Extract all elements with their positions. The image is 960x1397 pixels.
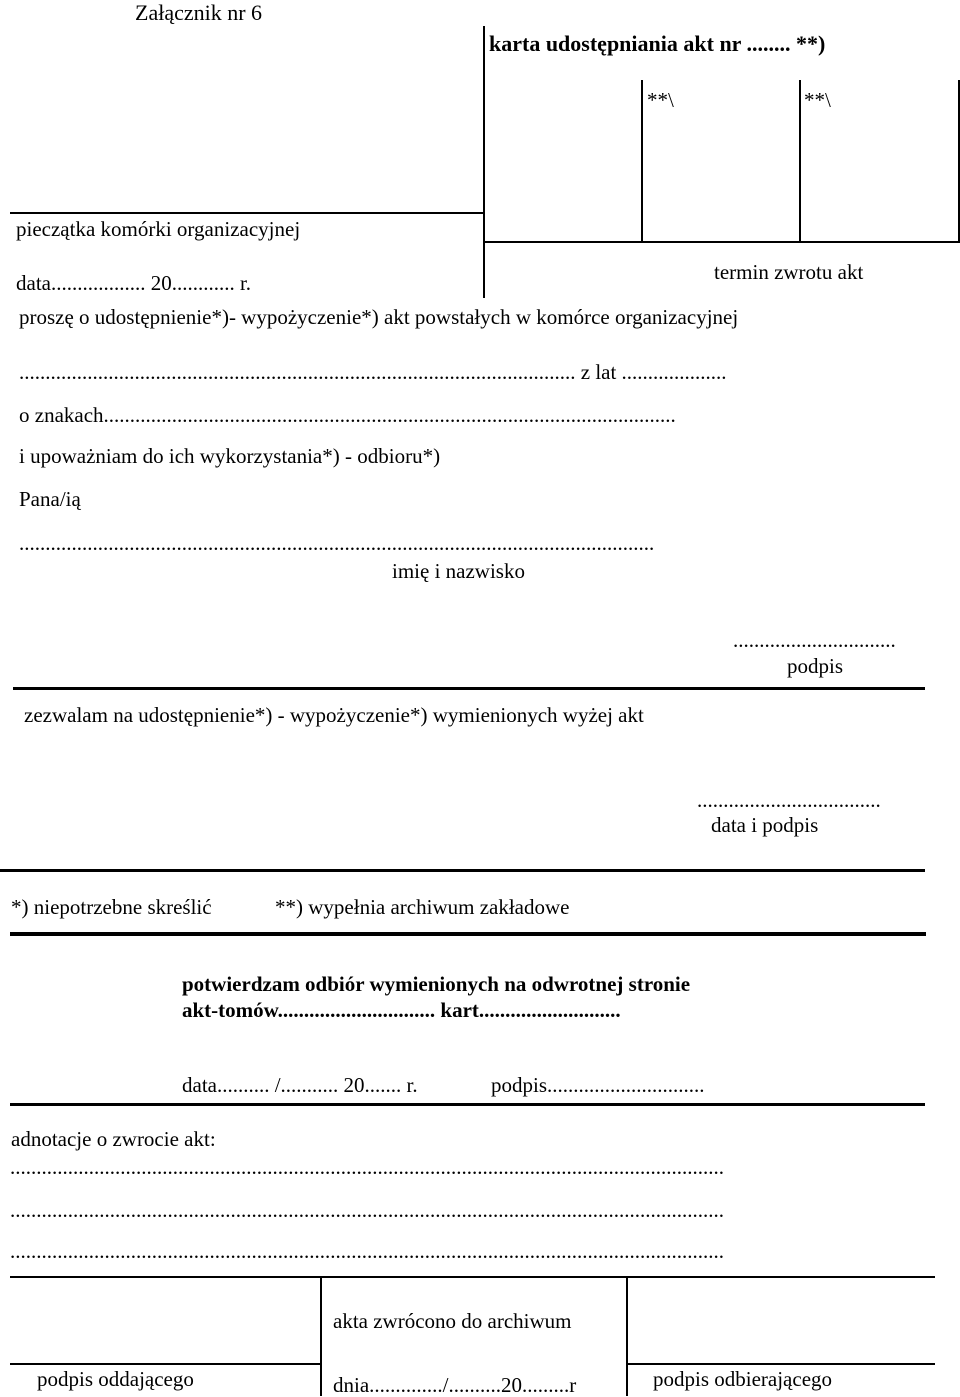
footnotes-top-rule — [0, 869, 925, 872]
bottom-table-right-rule — [627, 1363, 935, 1365]
receiving-signature: podpis odbierającego — [653, 1367, 833, 1391]
header-right-bottom-rule — [484, 241, 960, 243]
unit-years-line[interactable]: .......................................................................................................... z lat .................... — [19, 360, 727, 384]
approval-top-rule — [13, 687, 925, 690]
receipt-bottom-rule — [10, 1103, 925, 1106]
returned-to-archive-label: akta zwrócono do archiwum — [333, 1309, 572, 1333]
approval-signature-dots[interactable]: ................................... — [697, 788, 881, 812]
approval-text: zezwalam na udostępnienie*) - wypożyczenie*) wymienionych wyżej akt — [24, 703, 644, 727]
stamp-label: pieczątka komórki organizacyjnej — [16, 217, 301, 241]
receipt-line-1: potwierdzam odbiór wymienionych na odwrotnej stronie — [182, 972, 691, 996]
stamp-top-rule — [10, 212, 484, 214]
return-notes-line-2[interactable]: ........................................................................................................................................ — [10, 1198, 724, 1222]
receipt-date-line[interactable]: data.......... /........... 20....... r. — [182, 1073, 418, 1097]
footnote-archive: **) wypełnia archiwum zakładowe — [275, 895, 570, 919]
bottom-table-divider-left — [320, 1276, 322, 1396]
request-text: proszę o udostępnienie*)- wypożyczenie*) akt powstałych w komórce organizacyjnej — [19, 305, 739, 329]
request-date-line[interactable]: data.................. 20............ r. — [16, 271, 252, 295]
box2-mark: **\ — [804, 88, 831, 112]
footnote-strike: *) niepotrzebne skreślić — [11, 895, 212, 919]
receipt-line-2[interactable]: akt-tomów.............................. kart........................... — [182, 998, 621, 1022]
signs-line[interactable]: o znakach............................................................................................................. — [19, 403, 676, 427]
box-divider-middle — [799, 80, 801, 243]
name-line[interactable]: ......................................................................................................................... — [19, 531, 655, 555]
person-label: Pana/ią — [19, 487, 81, 511]
authorize-text: i upoważniam do ich wykorzystania*) - odbioru*) — [19, 444, 441, 468]
card-title: karta udostępniania akt nr ........ **) — [489, 31, 826, 56]
return-date-line[interactable]: dnia............../..........20.........r — [333, 1373, 577, 1397]
signature-caption: podpis — [787, 654, 844, 678]
receipt-signature-line[interactable]: podpis.............................. — [491, 1073, 705, 1097]
return-term-label: termin zwrotu akt — [714, 260, 864, 284]
return-notes-label: adnotacje o zwrocie akt: — [11, 1127, 216, 1151]
approval-signature-caption: data i podpis — [711, 813, 819, 837]
signature-dots[interactable]: ............................... — [733, 628, 896, 652]
header-left-divider — [483, 26, 485, 298]
attachment-number: Załącznik nr 6 — [135, 0, 263, 25]
bottom-table-left-rule — [10, 1363, 320, 1365]
handing-over-signature: podpis oddającego — [37, 1367, 194, 1391]
bottom-table-top-rule — [10, 1276, 935, 1278]
return-notes-line-3[interactable]: ........................................................................................................................................ — [10, 1239, 724, 1263]
box-divider-left — [641, 80, 643, 243]
footnotes-bottom-rule — [10, 932, 926, 936]
bottom-table-divider-right — [626, 1276, 628, 1396]
box1-mark: **\ — [647, 88, 674, 112]
name-caption: imię i nazwisko — [392, 559, 525, 583]
return-notes-line-1[interactable]: ........................................................................................................................................ — [10, 1155, 724, 1179]
